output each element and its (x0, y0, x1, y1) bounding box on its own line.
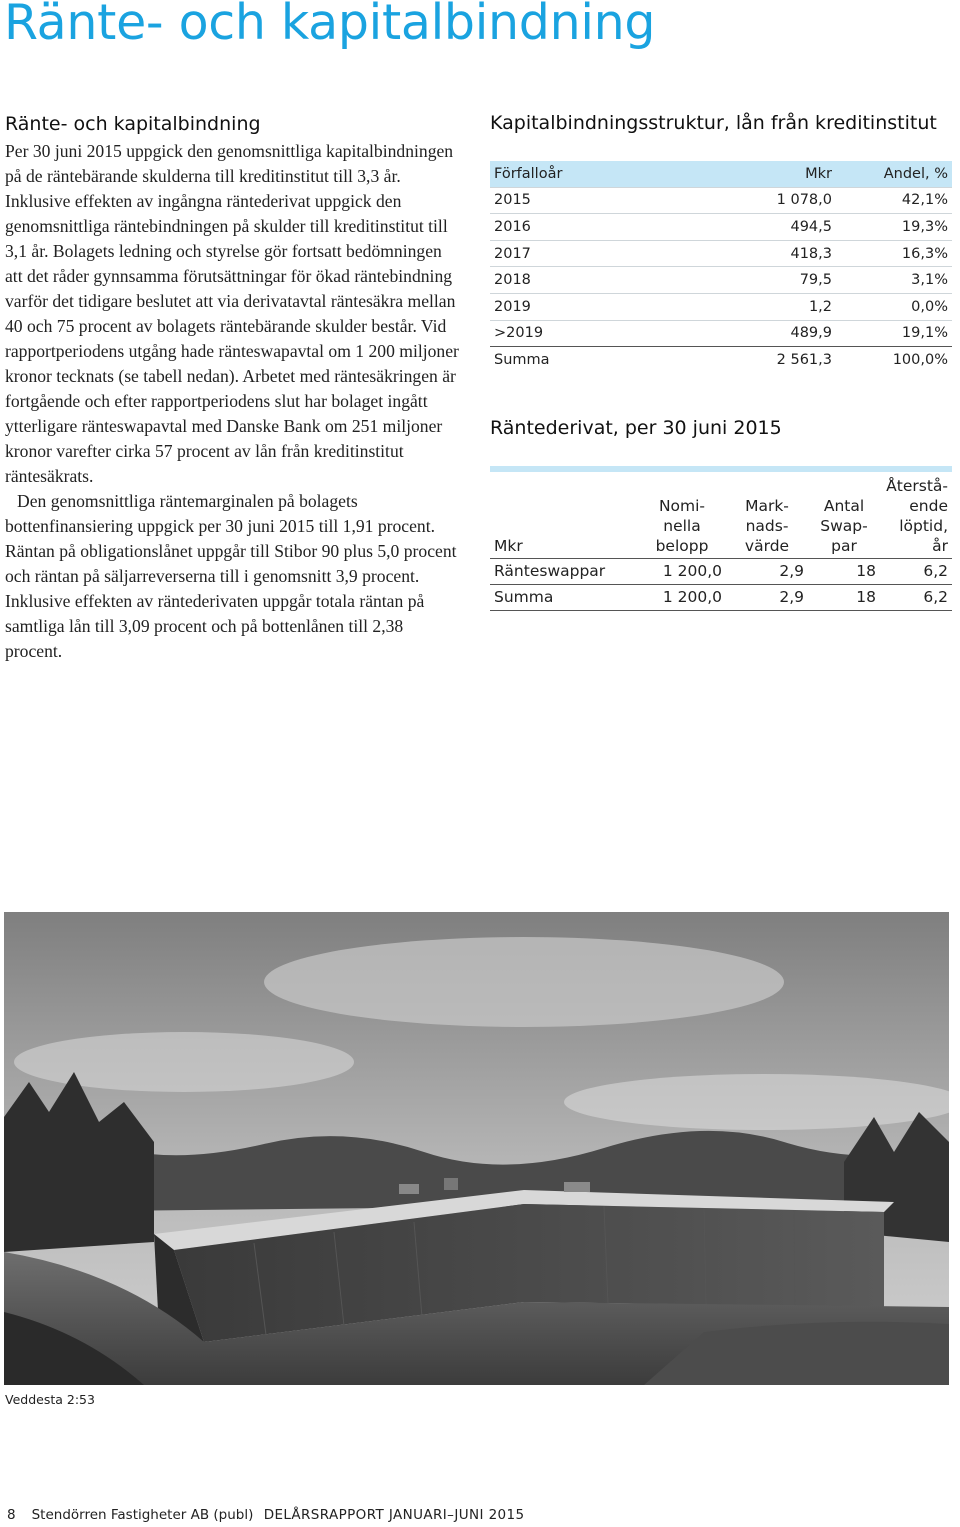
table-row (490, 558, 952, 584)
table-cell: 2018 (490, 267, 648, 294)
table-cell: 18 (808, 558, 880, 584)
derivative-table (490, 472, 952, 611)
table-total-row (490, 347, 952, 373)
column-header: Återstå- ende löptid, år (880, 472, 952, 559)
table-cell: 1 078,0 (648, 187, 836, 214)
table-cell: 2 561,3 (648, 347, 836, 373)
table-cell: 79,5 (648, 267, 836, 294)
table-cell: 1,2 (648, 293, 836, 320)
table-row (490, 320, 952, 347)
table-row (490, 267, 952, 294)
table-header-row (490, 472, 952, 559)
table-cell: 1 200,0 (638, 558, 726, 584)
table-cell: 2017 (490, 240, 648, 267)
table-total-row (490, 584, 952, 610)
table-cell: 418,3 (648, 240, 836, 267)
table-cell: 2015 (490, 187, 648, 214)
table-cell: 494,5 (648, 214, 836, 241)
table-cell: 2,9 (726, 584, 808, 610)
table-cell: 2019 (490, 293, 648, 320)
table-cell: 16,3% (836, 240, 952, 267)
table-row (490, 187, 952, 214)
table-cell: 100,0% (836, 347, 952, 373)
body-text (5, 139, 463, 664)
derivative-table-wrapper (490, 466, 952, 611)
table-cell: 3,1% (836, 267, 952, 294)
table-cell: 2016 (490, 214, 648, 241)
table-cell: 2,9 (726, 558, 808, 584)
body-column (5, 111, 463, 664)
column-header: Nomi- nella belopp (638, 472, 726, 559)
table-cell: 19,3% (836, 214, 952, 241)
table-cell: >2019 (490, 320, 648, 347)
table-cell: 6,2 (880, 558, 952, 584)
table-cell: 1 200,0 (638, 584, 726, 610)
footer-report: DELÅRSRAPPORT JANUARI–JUNI 2015 (263, 1507, 525, 1523)
column-header: Antal Swap- par (808, 472, 880, 559)
page-footer (7, 1507, 525, 1523)
derivative-table-title: Räntederivat, per 30 juni 2015 (490, 416, 782, 439)
table-row (490, 240, 952, 267)
table-row (490, 214, 952, 241)
column-header: Mkr (490, 472, 638, 559)
warehouse-photo (4, 912, 949, 1385)
column-header: Mkr (648, 161, 836, 187)
tables-column (490, 111, 952, 611)
table-cell: 0,0% (836, 293, 952, 320)
section-heading: Ränte- och kapitalbindning (5, 113, 261, 135)
page-number: 8 (7, 1507, 16, 1523)
table-cell: Ränteswappar (490, 558, 638, 584)
paragraph-1: Per 30 juni 2015 uppgick den genomsnittliga kapitalbindningen på de räntebärande skulderna till kreditinstitut till 3,3 år. Inklusive effekten av ingångna räntederivat uppgick den genomsnittliga räntebindningen på skulder till kreditinstitut till 3,1 år. Bolagets ledning och styrelse gör fortsatt bedömningen att det råder gynnsamma förutsättningar för ökad räntebindning varför det tidigare beslutet att via derivatavtal räntesäkra mellan 40 och 75 procent av bolagets räntebärande skulder består. Vid rapportperiodens utgång hade ränteswapavtal om 1 200 miljoner kronor tecknats (se tabell nedan). Arbetet med räntesäkringen är fortgående och efter rapportperiodens slut har bolaget ingått ytterligare ränteswapavtal med Danske Bank om 251 miljoner kronor varefter cirka 57 procent av lån från kreditinstitut räntesäkrats. (5, 141, 459, 486)
table-cell: 19,1% (836, 320, 952, 347)
column-header: Förfalloår (490, 161, 648, 187)
table-cell: 6,2 (880, 584, 952, 610)
capital-table (490, 161, 952, 373)
paragraph-2: Den genomsnittliga räntemarginalen på bolagets bottenfinansiering uppgick per 30 juni 2015 till 1,91 procent. Räntan på obligationslånet uppgår till Stibor 90 plus 5,0 procent och räntan på säljarreverserna till i genomsnitt 3,9 procent. Inklusive effekten av räntederivaten uppgår totala räntan på samtliga lån till 3,09 procent och på bottenlånen till 2,38 procent. (5, 491, 457, 661)
capital-table-title: Kapitalbindningsstruktur, lån från kreditinstitut (490, 112, 937, 134)
table-header-row (490, 161, 952, 187)
footer-company: Stendörren Fastigheter AB (publ) (31, 1507, 254, 1523)
table-cell: 18 (808, 584, 880, 610)
column-header: Andel, % (836, 161, 952, 187)
table-row (490, 293, 952, 320)
table-cell: 42,1% (836, 187, 952, 214)
table-cell: Summa (490, 347, 648, 373)
warehouse-photo-illustration (4, 912, 949, 1385)
table-cell: Summa (490, 584, 638, 610)
page-title: Ränte- och kapitalbindning (4, 0, 656, 51)
column-header: Mark- nads- värde (726, 472, 808, 559)
table-cell: 489,9 (648, 320, 836, 347)
photo-caption: Veddesta 2:53 (5, 1392, 95, 1407)
